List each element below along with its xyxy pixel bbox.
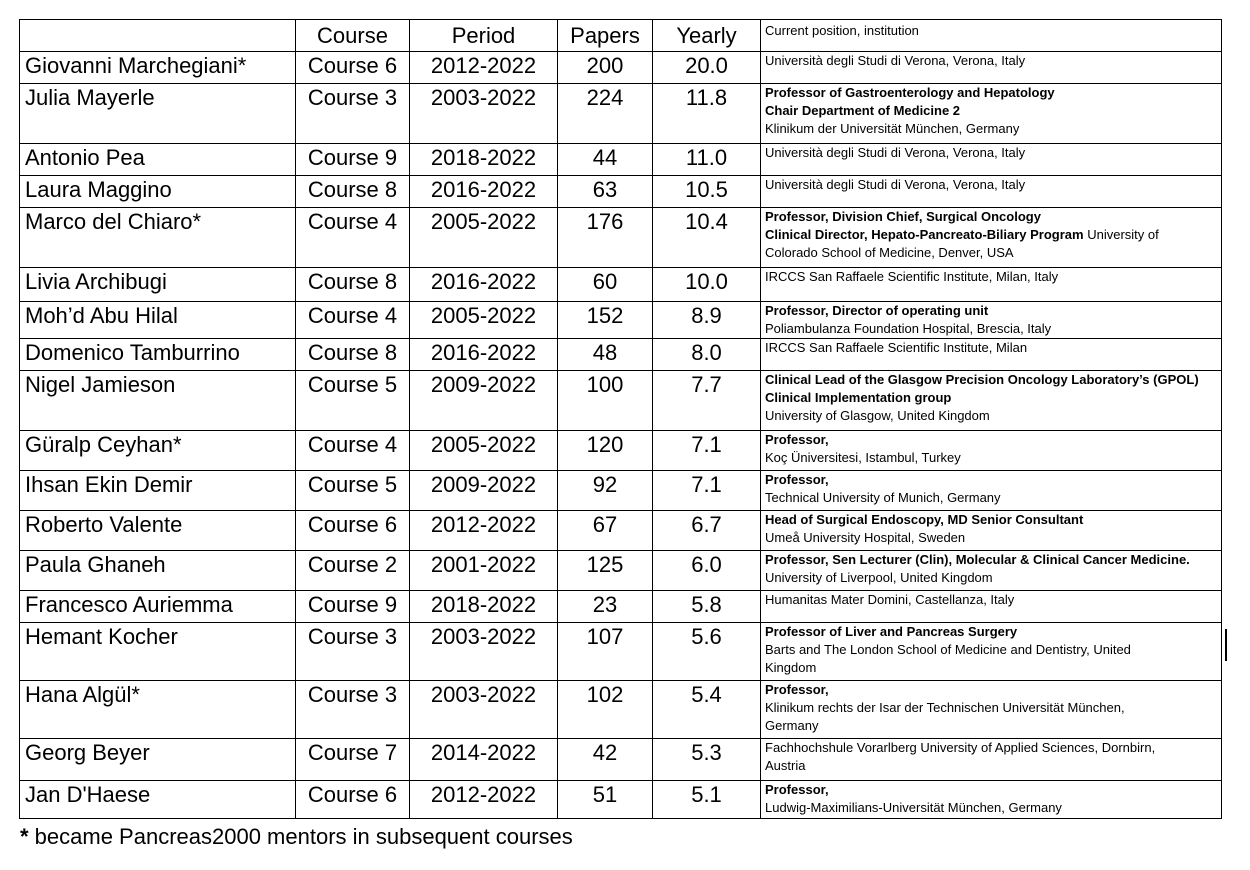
table-row: [20, 551, 1222, 591]
cell-yearly: 5.3: [653, 739, 761, 781]
cell-course: Course 9: [296, 144, 410, 176]
cell-papers: 48: [558, 339, 653, 371]
table-row: [20, 268, 1222, 302]
table-row: [20, 208, 1222, 268]
cell-name: Laura Maggino: [20, 176, 296, 208]
cell-period: 2012-2022: [410, 781, 558, 819]
position-line-text: Professor, Director of operating unit: [765, 303, 989, 318]
position-line: [765, 739, 1219, 757]
position-line: [765, 641, 1219, 659]
position-line: [765, 302, 1219, 320]
position-line-text: Professor of Gastroenterology and Hepatology: [765, 85, 1055, 100]
cell-position: [761, 302, 1222, 339]
cell-name: Antonio Pea: [20, 144, 296, 176]
mentors-table: [19, 19, 1222, 819]
cell-period: 2003-2022: [410, 623, 558, 681]
table-row: [20, 176, 1222, 208]
position-line-text: IRCCS San Raffaele Scientific Institute, Milan: [765, 340, 1028, 355]
cell-yearly: 7.1: [653, 471, 761, 511]
cell-papers: 152: [558, 302, 653, 339]
cell-name: Güralp Ceyhan*: [20, 431, 296, 471]
cell-yearly: 6.7: [653, 511, 761, 551]
position-line: [765, 699, 1219, 717]
cell-papers: 51: [558, 781, 653, 819]
cell-period: 2005-2022: [410, 208, 558, 268]
cell-papers: 102: [558, 681, 653, 739]
table-row: [20, 339, 1222, 371]
table-row: [20, 739, 1222, 781]
cell-papers: 44: [558, 144, 653, 176]
header-course: Course: [296, 20, 410, 52]
position-line-text: Klinikum rechts der Isar der Technischen Universität München,: [765, 700, 1125, 715]
cell-course: Course 8: [296, 339, 410, 371]
position-line: [765, 244, 1219, 262]
position-line: [765, 489, 1219, 507]
cell-course: Course 7: [296, 739, 410, 781]
cell-course: Course 4: [296, 431, 410, 471]
position-line-text: Poliambulanza Foundation Hospital, Brescia, Italy: [765, 321, 1052, 336]
position-line: [765, 511, 1219, 529]
cell-period: 2016-2022: [410, 339, 558, 371]
table-row: [20, 84, 1222, 144]
position-line-text: Professor,: [765, 432, 829, 447]
position-line-text: Chair Department of Medicine 2: [765, 103, 961, 118]
cell-yearly: 11.8: [653, 84, 761, 144]
table-row: [20, 623, 1222, 681]
position-line-rest: University of: [1083, 227, 1159, 242]
position-line-text: Koç Üniversitesi, Istambul, Turkey: [765, 450, 961, 465]
cell-course: Course 3: [296, 681, 410, 739]
cell-period: 2005-2022: [410, 431, 558, 471]
header-period: Period: [410, 20, 558, 52]
cell-course: Course 2: [296, 551, 410, 591]
cell-period: 2009-2022: [410, 371, 558, 431]
table-row: [20, 431, 1222, 471]
cell-papers: 63: [558, 176, 653, 208]
cell-papers: 200: [558, 52, 653, 84]
cell-yearly: 5.4: [653, 681, 761, 739]
cell-name: Francesco Auriemma: [20, 591, 296, 623]
cell-course: Course 6: [296, 52, 410, 84]
position-line: [765, 208, 1219, 226]
cell-period: 2016-2022: [410, 268, 558, 302]
position-line: [765, 681, 1219, 699]
position-line-text: Colorado School of Medicine, Denver, USA: [765, 245, 1014, 260]
cell-yearly: 20.0: [653, 52, 761, 84]
cell-yearly: 7.7: [653, 371, 761, 431]
cell-name: Hana Algül*: [20, 681, 296, 739]
position-line: [765, 757, 1219, 775]
cell-period: 2003-2022: [410, 681, 558, 739]
position-line-text: Clinical Lead of the Glasgow Precision Oncology Laboratory’s (GPOL): [765, 372, 1199, 387]
cell-period: 2005-2022: [410, 302, 558, 339]
position-line-text: IRCCS San Raffaele Scientific Institute, Milan, Italy: [765, 269, 1059, 284]
cell-position: [761, 176, 1222, 208]
position-line-text: Technical University of Munich, Germany: [765, 490, 1001, 505]
cell-position: [761, 623, 1222, 681]
cell-name: Nigel Jamieson: [20, 371, 296, 431]
cell-papers: 92: [558, 471, 653, 511]
position-line-text: University of Liverpool, United Kingdom: [765, 570, 993, 585]
position-line: [765, 226, 1219, 244]
position-line-text: Kingdom: [765, 660, 817, 675]
cell-period: 2012-2022: [410, 52, 558, 84]
cell-yearly: 6.0: [653, 551, 761, 591]
cell-papers: 23: [558, 591, 653, 623]
position-line: [765, 781, 1219, 799]
cell-name: Paula Ghaneh: [20, 551, 296, 591]
cell-position: [761, 471, 1222, 511]
position-line: [765, 407, 1219, 425]
position-line-text: Head of Surgical Endoscopy, MD Senior Consultant: [765, 512, 1084, 527]
cell-position: [761, 84, 1222, 144]
cell-period: 2012-2022: [410, 511, 558, 551]
cell-yearly: 5.8: [653, 591, 761, 623]
cell-period: 2016-2022: [410, 176, 558, 208]
position-line-text: Fachhochshule Vorarlberg University of Applied Sciences, Dornbirn,: [765, 740, 1156, 755]
cell-yearly: 8.0: [653, 339, 761, 371]
cell-position: [761, 681, 1222, 739]
position-line: [765, 551, 1219, 569]
cell-name: Georg Beyer: [20, 739, 296, 781]
position-line: [765, 84, 1219, 102]
cell-course: Course 6: [296, 511, 410, 551]
cell-course: Course 4: [296, 302, 410, 339]
position-line-text: Professor, Division Chief, Surgical Oncology: [765, 209, 1041, 224]
cell-course: Course 3: [296, 84, 410, 144]
cell-name: Hemant Kocher: [20, 623, 296, 681]
cell-course: Course 5: [296, 471, 410, 511]
header-name: [20, 20, 296, 52]
position-line: [765, 623, 1219, 641]
cell-name: Ihsan Ekin Demir: [20, 471, 296, 511]
cell-name: Livia Archibugi: [20, 268, 296, 302]
cell-position: [761, 52, 1222, 84]
table-row: [20, 144, 1222, 176]
table-row: [20, 371, 1222, 431]
cell-period: 2009-2022: [410, 471, 558, 511]
position-line: [765, 529, 1219, 547]
cell-course: Course 8: [296, 268, 410, 302]
position-line: [765, 102, 1219, 120]
cell-course: Course 6: [296, 781, 410, 819]
cell-yearly: 10.0: [653, 268, 761, 302]
footnote: [20, 822, 573, 852]
position-line-text: Clinical Director, Hepato-Pancreato-Biliary Program: [765, 227, 1084, 242]
cell-position: [761, 511, 1222, 551]
position-line: [765, 471, 1219, 489]
cell-yearly: 11.0: [653, 144, 761, 176]
footnote-star: *: [20, 824, 29, 849]
position-line-text: Professor, Sen Lecturer (Clin), Molecular & Clinical Cancer Medicine.: [765, 552, 1190, 567]
cell-papers: 60: [558, 268, 653, 302]
cell-yearly: 7.1: [653, 431, 761, 471]
cell-course: Course 5: [296, 371, 410, 431]
footnote-text: became Pancreas2000 mentors in subsequent courses: [28, 824, 573, 849]
position-line-text: Università degli Studi di Verona, Verona, Italy: [765, 145, 1026, 160]
cell-period: 2014-2022: [410, 739, 558, 781]
cell-yearly: 5.1: [653, 781, 761, 819]
cell-name: Marco del Chiaro*: [20, 208, 296, 268]
position-line-text: Professor of Liver and Pancreas Surgery: [765, 624, 1018, 639]
position-line: [765, 52, 1219, 70]
cell-name: Julia Mayerle: [20, 84, 296, 144]
cell-papers: 67: [558, 511, 653, 551]
position-line: [765, 431, 1219, 449]
cell-position: [761, 339, 1222, 371]
cell-period: 2018-2022: [410, 591, 558, 623]
cell-yearly: 10.5: [653, 176, 761, 208]
cell-papers: 107: [558, 623, 653, 681]
position-line-text: Professor,: [765, 472, 829, 487]
position-line-text: Ludwig-Maximilians-Universität München, Germany: [765, 800, 1062, 815]
cell-course: Course 3: [296, 623, 410, 681]
position-line: [765, 449, 1219, 467]
position-line: [765, 176, 1219, 194]
cell-position: [761, 431, 1222, 471]
cell-period: 2018-2022: [410, 144, 558, 176]
cell-position: [761, 144, 1222, 176]
cell-name: Jan D'Haese: [20, 781, 296, 819]
position-line: [765, 339, 1219, 357]
cell-papers: 176: [558, 208, 653, 268]
cell-period: 2001-2022: [410, 551, 558, 591]
position-line-text: Professor,: [765, 682, 829, 697]
cell-papers: 125: [558, 551, 653, 591]
text-cursor-mark: [1225, 629, 1227, 661]
position-line: [765, 717, 1219, 735]
position-line: [765, 268, 1219, 286]
position-line: [765, 569, 1219, 587]
cell-position: [761, 591, 1222, 623]
position-line-text: Università degli Studi di Verona, Verona, Italy: [765, 177, 1026, 192]
cell-position: [761, 551, 1222, 591]
cell-papers: 100: [558, 371, 653, 431]
position-line: [765, 371, 1219, 389]
cell-course: Course 9: [296, 591, 410, 623]
cell-yearly: 8.9: [653, 302, 761, 339]
cell-papers: 120: [558, 431, 653, 471]
cell-position: [761, 268, 1222, 302]
cell-course: Course 4: [296, 208, 410, 268]
table-body: [20, 20, 1222, 819]
position-line-text: Barts and The London School of Medicine and Dentistry, United: [765, 642, 1131, 657]
position-line: [765, 591, 1219, 609]
header-yearly: Yearly: [653, 20, 761, 52]
position-line-text: Clinical Implementation group: [765, 390, 952, 405]
cell-position: [761, 781, 1222, 819]
cell-yearly: 10.4: [653, 208, 761, 268]
table-row: [20, 591, 1222, 623]
table-header-row: [20, 20, 1222, 52]
position-line: [765, 389, 1219, 407]
cell-position: [761, 739, 1222, 781]
position-line-text: Klinikum der Universität München, Germany: [765, 121, 1020, 136]
header-papers: Papers: [558, 20, 653, 52]
cell-papers: 42: [558, 739, 653, 781]
position-line-text: Università degli Studi di Verona, Verona, Italy: [765, 53, 1026, 68]
table-row: [20, 781, 1222, 819]
position-line-text: Humanitas Mater Domini, Castellanza, Italy: [765, 592, 1015, 607]
table-row: [20, 681, 1222, 739]
cell-name: Roberto Valente: [20, 511, 296, 551]
cell-name: Moh’d Abu Hilal: [20, 302, 296, 339]
cell-papers: 224: [558, 84, 653, 144]
position-line-text: Umeå University Hospital, Sweden: [765, 530, 966, 545]
cell-period: 2003-2022: [410, 84, 558, 144]
table-row: [20, 471, 1222, 511]
position-line: [765, 799, 1219, 817]
position-line-text: Germany: [765, 718, 819, 733]
cell-name: Domenico Tamburrino: [20, 339, 296, 371]
header-position: Current position, institution: [761, 20, 1222, 52]
cell-position: [761, 208, 1222, 268]
position-line-text: Austria: [765, 758, 806, 773]
position-line: [765, 659, 1219, 677]
cell-name: Giovanni Marchegiani*: [20, 52, 296, 84]
position-line-text: Professor,: [765, 782, 829, 797]
cell-yearly: 5.6: [653, 623, 761, 681]
position-line: [765, 144, 1219, 162]
cell-course: Course 8: [296, 176, 410, 208]
table-row: [20, 302, 1222, 339]
cell-position: [761, 371, 1222, 431]
position-line: [765, 320, 1219, 338]
position-line-text: University of Glasgow, United Kingdom: [765, 408, 990, 423]
table-row: [20, 511, 1222, 551]
table-row: [20, 52, 1222, 84]
position-line: [765, 120, 1219, 138]
